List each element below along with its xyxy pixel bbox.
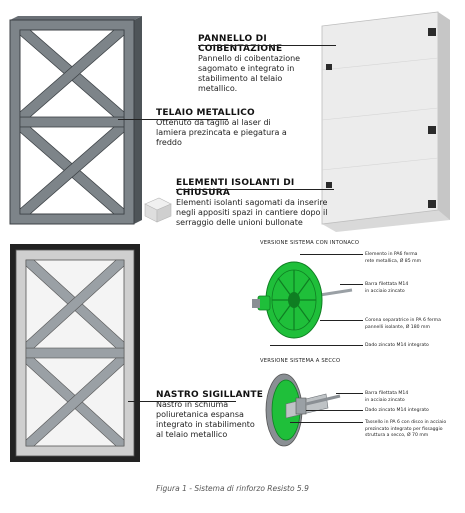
elementi-title: ELEMENTI ISOLANTI DI CHIUSURA [176,178,295,198]
secco-title: VERSIONE SISTEMA A SECCO [260,358,341,364]
pannello-leader [198,45,336,46]
nastro-title: NASTRO SIGILLANTE [156,390,264,400]
intonaco-item-2: Barra filettata M14 in acciaio zincato [365,282,409,294]
secco-item-1: Barra filettata M14 in acciaio zincato [365,391,409,403]
elementi-label [176,178,336,228]
insulation-panel-illustration [318,10,453,232]
secco-leader-3 [290,422,363,423]
pannello-body: Pannello di coibentazione sagomato e integrato in stabilimento al telaio metallico. [198,54,301,93]
connector-intonaco-illustration [252,252,357,352]
figure-caption: Figura 1 - Sistema di rinforzo Resisto 5.9 [156,484,309,493]
secco-item-3: Tassello in PA 6 con disco in acciaio prezincato integrato per fissaggio struttura a secco, Ø 70 mm [365,420,447,438]
metal-frame-illustration [8,14,148,229]
intonaco-leader-4 [270,345,363,346]
intonaco-leader-2 [340,284,363,285]
intonaco-item-3: Corona separatrice in PA 6 ferma pannelli isolante, Ø 180 mm [365,318,441,330]
elementi-leader [176,189,334,190]
telaio-title: TELAIO METALLICO [156,108,255,118]
pannello-label [198,34,323,94]
pannello-title: PANNELLO DI COIBENTAZIONE [198,34,283,54]
nastro-body: Nastro in schiuma poliuretanica espansa integrato in stabilimento al telaio metallico [156,400,255,439]
nastro-label [156,390,266,440]
telaio-body: Ottenuto da taglio al laser di lamiera prezincata e piegatura a freddo [156,118,287,147]
intonaco-item-1: Elemento in PA6 ferma rete metallica, Ø 85 mm [365,252,422,264]
secco-item-2: Dado zincato M14 integrato [365,408,429,413]
intonaco-title: VERSIONE SISTEMA CON INTONACO [260,240,360,246]
intonaco-item-4: Dado zincato M14 integrato [365,343,429,348]
sealed-frame-illustration [8,240,148,465]
elementi-body: Elementi isolanti sagomati da inserire negli appositi spazi in cantiere dopo il serraggio delle unioni bullonate [176,198,328,227]
telaio-label [156,108,316,148]
telaio-leader [118,119,228,120]
secco-leader-2 [306,410,363,411]
intonaco-leader-3 [320,320,363,321]
secco-leader-1 [336,393,363,394]
nastro-leader [128,401,236,402]
insulation-blocks-illustration [143,196,173,224]
intonaco-leader-1 [300,254,363,255]
